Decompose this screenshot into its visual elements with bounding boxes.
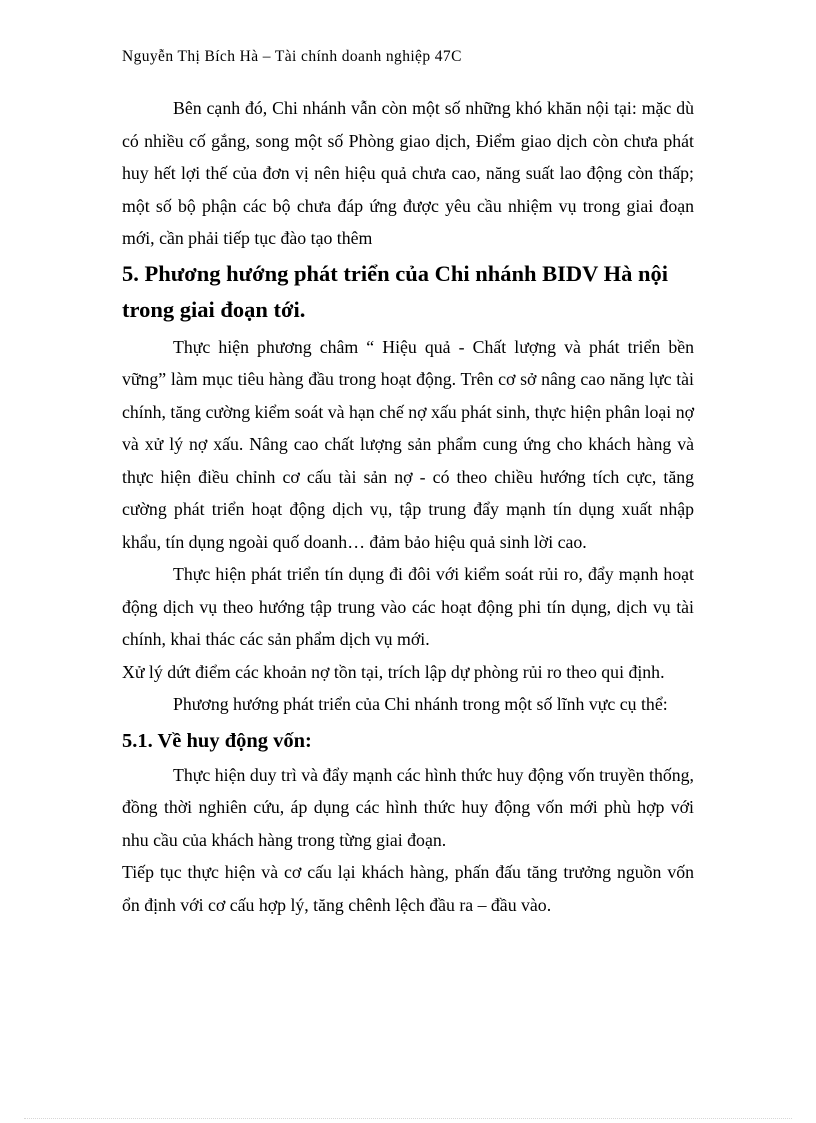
page-bottom-divider (24, 1118, 792, 1119)
running-header: Nguyễn Thị Bích Hà – Tài chính doanh nghiệp 47C (122, 48, 462, 65)
paragraph-difficulties: Bên cạnh đó, Chi nhánh vẫn còn một số những khó khăn nội tại: mặc dù có nhiều cố gắng, song một số Phòng giao dịch, Điểm giao dịch còn chưa phát huy hết lợi thế của đơn vị nên hiệu quả chưa cao, năng suất lao động còn thấp; một số bộ phận các bộ chưa đáp ứng được yêu cầu nhiệm vụ trong giai đoạn mới, cần phải tiếp tục đào tạo thêm (122, 98, 694, 248)
paragraph-capital-mobilization: Thực hiện duy trì và đẩy mạnh các hình thức huy động vốn truyền thống, đồng thời nghiên cứu, áp dụng các hình thức huy động vốn mới phù hợp với nhu cầu của khách hàng trong từng giai đoạn. (122, 764, 694, 850)
section-heading-5-1: 5.1. Về huy động vốn: (122, 729, 312, 752)
paragraph-credit-development: Thực hiện phát triển tín dụng đi đôi với kiểm soát rủi ro, đẩy mạnh hoạt động dịch vụ theo hướng tập trung vào các hoạt động phi tín dụng, dịch vụ tài chính, khai thác các sản phẩm dịch vụ mới. (122, 564, 694, 649)
paragraph-bad-debt: Xử lý dứt điểm các khoản nợ tồn tại, trích lập dự phòng rủi ro theo qui định. (122, 661, 665, 682)
section-heading-5: 5. Phương hướng phát triển của Chi nhánh BIDV Hà nội trong giai đoạn tới. (122, 260, 669, 322)
paragraph-direction-intro: Phương hướng phát triển của Chi nhánh trong một số lĩnh vực cụ thể: (173, 694, 668, 714)
paragraph-motto: Thực hiện phương châm “ Hiệu quả - Chất lượng và phát triển bền vững” làm mục tiêu hàng đầu trong hoạt động. Trên cơ sở nâng cao năng lực tài chính, tăng cường kiểm soát và hạn chế nợ xấu phát sinh, thực hiện phân loại nợ và xử lý nợ xấu. Nâng cao chất lượng sản phẩm cung ứng cho khách hàng và thực hiện điều chỉnh cơ cấu tài sản nợ - có theo chiều hướng tích cực, tăng cường phát triển hoạt động dịch vụ, tập trung đẩy mạnh tín dụng xuất nhập khẩu, tín dụng ngoài quố doanh… đảm bảo hiệu quả sinh lời cao. (122, 336, 694, 552)
paragraph-customer-restructure: Tiếp tục thực hiện và cơ cấu lại khách hàng, phấn đấu tăng trưởng nguồn vốn ổn định với cơ cấu hợp lý, tăng chênh lệch đầu ra – đầu vào. (122, 862, 694, 915)
page-body (122, 92, 694, 921)
